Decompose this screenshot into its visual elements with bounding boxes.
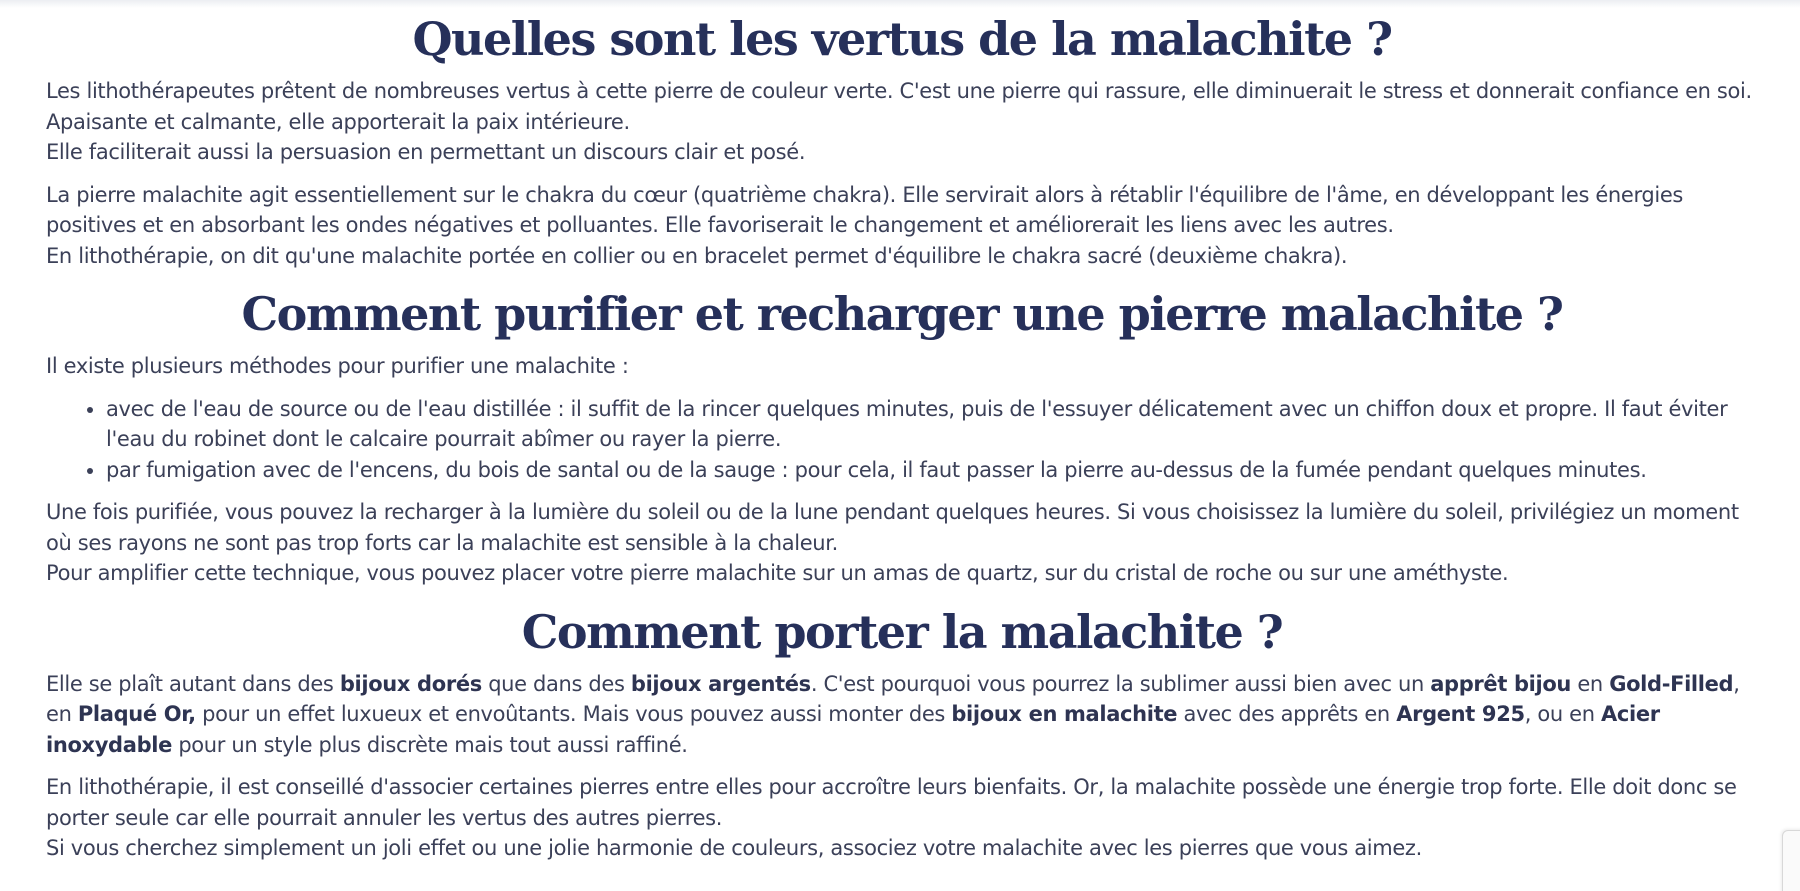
paragraph-recharge xyxy=(46,497,1758,589)
text-segment: que dans des xyxy=(481,671,631,696)
bold-argent-925: Argent 925 xyxy=(1396,702,1525,726)
heading-vertus: Quelles sont les vertus de la malachite ? xyxy=(412,12,1392,66)
bold-plaque-or: Plaqué Or, xyxy=(77,702,196,726)
heading-purifier: Comment purifier et recharger une pierre malachite ? xyxy=(241,287,1563,341)
paragraph-porter-lithotherapie-b-text: Si vous cherchez simplement un joli effet ou une jolie harmonie de couleurs, associez votre malachite avec les pierres que vous aimez. xyxy=(46,836,1422,860)
bold-bijoux-dores: bijoux dorés xyxy=(339,671,482,696)
floating-widget-edge[interactable] xyxy=(1782,830,1800,891)
list-item: • par fumigation avec de l'encens, du bois de santal ou de la sauge : pour cela, il faut passer la pierre au-dessus de la fumée pendant quelques minutes. xyxy=(106,455,1758,486)
text-segment: pour un style plus discrète mais tout aussi raffiné. xyxy=(172,732,688,757)
paragraph-porter-lithotherapie-text: En lithothérapie, il est conseillé d'associer certaines pierres entre elles pour accroître leurs bienfaits. Or, la malachite possède une énergie trop forte. Elle doit donc se porter seule car elle pourrait annuler les vertus des autres pierres. xyxy=(46,775,1737,830)
paragraph-vertus-2b-text: En lithothérapie, on dit qu'une malachite portée en collier ou en bracelet permet d'équilibre le chakra sacré (deuxième chakra). xyxy=(46,243,1348,268)
paragraph-vertus-1 xyxy=(46,76,1758,168)
paragraph-vertus-1b-text: Elle faciliterait aussi la persuasion en permettant un discours clair et posé. xyxy=(46,140,806,164)
text-segment: , en xyxy=(46,671,1740,726)
bold-gold-filled: Gold-Filled xyxy=(1609,671,1734,696)
text-segment: avec des apprêts en xyxy=(1177,702,1397,726)
bold-acier-inoxydable: Acier inoxydable xyxy=(46,702,1660,757)
bold-appret-bijou: apprêt bijou xyxy=(1430,671,1572,696)
text-segment: Elle se plaît autant dans des xyxy=(46,671,340,696)
text-segment: , ou en xyxy=(1524,702,1602,726)
paragraph-porter-bijoux xyxy=(46,669,1758,761)
heading-porter: Comment porter la malachite ? xyxy=(521,604,1283,659)
paragraph-recharge-b-text: Pour amplifier cette technique, vous pouvez placer votre pierre malachite sur un amas de quartz, sur du cristal de roche ou sur une améthyste. xyxy=(46,561,1509,585)
text-segment: en xyxy=(1571,671,1610,696)
paragraph-vertus-2 xyxy=(46,180,1758,272)
bold-bijoux-en-malachite: bijoux en malachite xyxy=(951,702,1178,726)
bold-bijoux-argentes: bijoux argentés xyxy=(630,671,811,696)
list-item: • avec de l'eau de source ou de l'eau distillée : il suffit de la rincer quelques minutes, puis de l'essuyer délicatement avec un chiffon doux et propre. Il faut éviter l'eau du robinet dont le calcaire pourrait abîmer ou rayer la pierre. xyxy=(106,394,1758,455)
article-content xyxy=(46,0,1758,864)
text-segment: . C'est pourquoi vous pourrez la sublimer aussi bien avec un xyxy=(810,671,1431,696)
paragraph-purifier-intro: Il existe plusieurs méthodes pour purifier une malachite : xyxy=(46,354,629,378)
purification-methods-list xyxy=(46,394,1758,486)
paragraph-porter-lithotherapie xyxy=(46,772,1758,864)
text-segment: pour un effet luxueux et envoûtants. Mais vous pouvez aussi monter des xyxy=(195,702,952,726)
paragraph-vertus-2-text: La pierre malachite agit essentiellement sur le chakra du cœur (quatrième chakra). Elle servirait alors à rétablir l'équilibre de l'âme, en développant les énergies positives et en absorbant les ondes négatives et polluantes. Elle favoriserait le changement et améliorerait les liens avec les autres. xyxy=(46,182,1683,237)
paragraph-recharge-text: Une fois purifiée, vous pouvez la recharger à la lumière du soleil ou de la lune pendant quelques heures. Si vous choisissez la lumière du soleil, privilégiez un moment où ses rayons ne sont pas trop forts car la malachite est sensible à la chaleur. xyxy=(46,500,1739,555)
paragraph-vertus-1-text: Les lithothérapeutes prêtent de nombreuses vertus à cette pierre de couleur verte. C'est une pierre qui rassure, elle diminuerait le stress et donnerait confiance en soi. Apaisante et calmante, elle apporterait la paix intérieure. xyxy=(46,79,1752,134)
